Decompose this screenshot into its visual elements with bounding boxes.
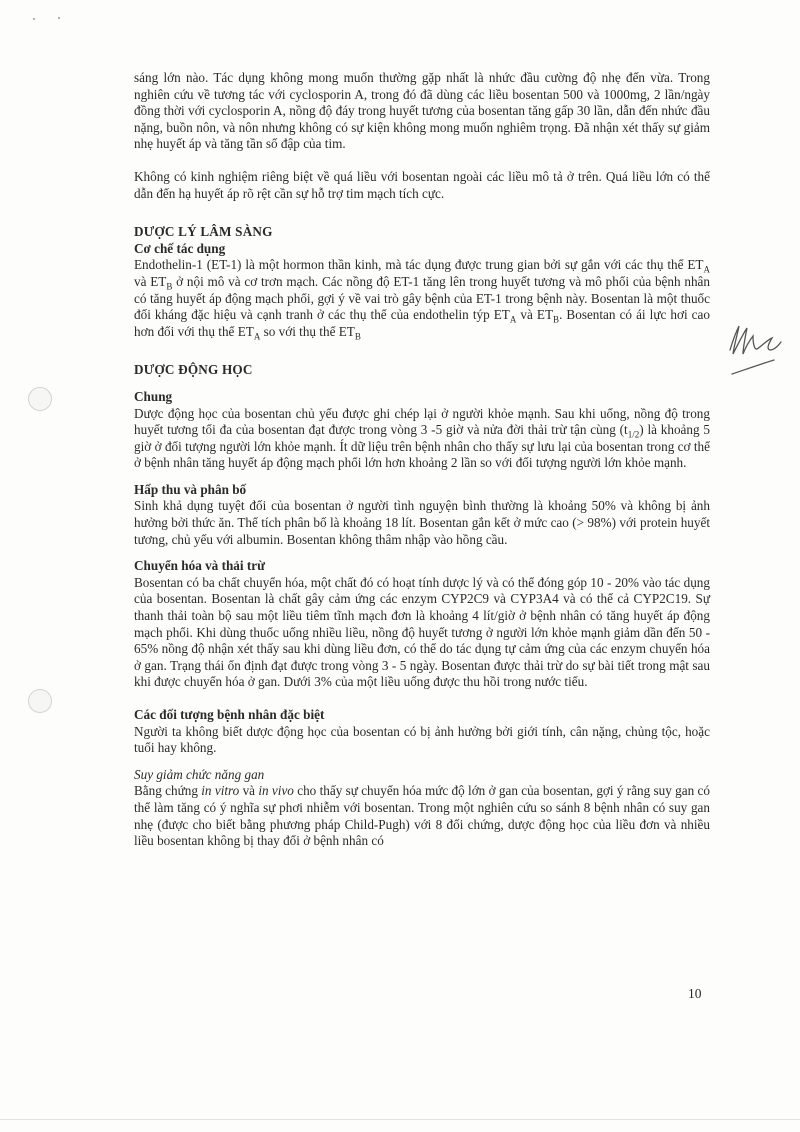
italic-term: in vitro <box>201 783 240 799</box>
subscript: B <box>553 314 560 325</box>
scan-edge <box>0 1119 800 1120</box>
handwritten-signature <box>726 322 784 384</box>
paragraph-special-populations: Người ta không biết dược động học của bosentan có bị ảnh hưởng bởi giới tính, cân nặng, chủng tộc, hoặc tuổi hay không. <box>134 723 710 756</box>
subscript: B <box>166 281 173 292</box>
heading-hepatic-impairment: Suy giảm chức năng gan <box>134 766 265 782</box>
scan-speck <box>33 18 35 20</box>
text-run: và <box>239 783 259 799</box>
paragraph-metabolism: Bosentan có ba chất chuyển hóa, một chất đó có hoạt tính dược lý và có thể đóng góp 10 - 20% vào tác dụng của bosentan. Bosentan là chất gây cảm ứng các enzym CYP2C9 và CYP3A4 và có thể cả CYP2C19. Sự thanh thải toàn bộ sau một liều tiêm tĩnh mạch đơn là khoảng 4 lít/giờ ở bệnh nhân có tăng huyết áp động mạch phổi. Khi dùng thuốc uống nhiều liều, nồng độ huyết tương ở người lớn khỏe mạnh giảm dần đến 50 - 65% nồng độ nhận xét thấy sau khi dùng liều đơn, có thể do tác dụng tự cảm ứng của các enzym chuyển hóa ở gan. Trạng thái ổn định đạt được trong vòng 3 - 5 ngày. Bosentan được thải trừ do sự bài tiết trong mật sau khi được chuyển hóa ở gan. Dưới 3% của một liều uống được thu hồi trong nước tiểu. <box>134 574 710 690</box>
document-body <box>134 70 710 850</box>
page-number: 10 <box>688 986 702 1001</box>
heading-pharmacokinetics: DƯỢC ĐỘNG HỌC <box>134 362 253 378</box>
punch-hole <box>28 387 52 411</box>
heading-clinical-pharmacology: DƯỢC LÝ LÂM SÀNG <box>134 224 273 240</box>
heading-mechanism: Cơ chế tác dụng <box>134 240 226 256</box>
heading-general: Chung <box>134 388 173 404</box>
punch-hole <box>28 689 52 713</box>
paragraph-adverse-effects: sáng lớn nào. Tác dụng không mong muốn thường gặp nhất là nhức đầu cường độ nhẹ đến vừa. Trong nghiên cứu về tương tác với cyclosporin A, trong đó đã dùng các liều bosentan 500 và 1000mg, 2 lần/ngày đồng thời với cyclosporin A, nồng độ đáy trong huyết tương của bosentan tăng gấp 30 lần, dẫn đến nhức đầu nặng, buồn nôn, và nôn nhưng không có sự kiện không mong muốn nghiêm trọng. Đã nhận xét thấy sự giảm nhẹ huyết áp và tăng tần số đập của tim. <box>134 70 710 152</box>
paragraph-hepatic-impairment <box>134 783 710 849</box>
paragraph-general: Dược động học của bosentan chủ yếu được ghi chép lại ở người khỏe mạnh. Sau khi uống, nồng độ trong huyết tương tối đa của bosentan đạt được trong vòng 3 -5 giờ và nửa đời thải trừ tận cùng $(t_{1/2})$ là khoảng 5 giờ ở đối tượng người lớn khỏe mạnh. Ít dữ liệu trên bệnh nhân cho thấy sự lưu lại của bosentan trong cơ thể ở bệnh nhân tăng huyết áp động mạch phổi lớn hơn khoảng 2 lần so với đối tượng người lớn khỏe mạnh. <box>134 405 710 471</box>
text-run: Bằng chứng <box>134 783 202 799</box>
paragraph-absorption: Sinh khả dụng tuyệt đối của bosentan ở người tình nguyện bình thường là khoảng 50% và không bị ảnh hưởng bởi thức ăn. Thể tích phân bố là khoảng 18 lít. Bosentan gắn kết ở mức cao (> 98%) với protein huyết tương, chủ yếu với albumin. Bosentan không thâm nhập vào hồng cầu. <box>134 498 710 547</box>
subscript: 1/2 <box>627 429 640 440</box>
scan-speck <box>58 17 60 19</box>
italic-term: in vivo <box>258 783 294 799</box>
heading-special-populations: Các đối tượng bệnh nhân đặc biệt <box>134 707 325 722</box>
heading-metabolism: Chuyển hóa và thải trừ <box>134 558 266 574</box>
subscript: A <box>509 314 517 325</box>
heading-absorption: Hấp thu và phân bố <box>134 481 247 497</box>
subscript: A <box>253 331 261 342</box>
paragraph-mechanism: Endothelin-1 (ET-1) là một hormon thần kinh, mà tác dụng được trung gian bởi sự gắn với các thụ thể $ET_A$ và $ET_B$ ở nội mô và cơ trơn mạch. Các nồng độ ET-1 tăng lên trong huyết tương và mô phổi của bệnh nhân có tăng huyết áp động mạch phổi, gợi ý về vai trò gây bệnh của ET-1 trong bệnh này. Bosentan là một thuốc đối kháng đặc hiệu và cạnh tranh ở các thụ thể của endothelin týp $ET_A$ và $ET_B$. Bosentan có ái lực hơi cao hơn đối với thụ thể $ET_A$ so với thụ thể $ET_B$ <box>134 257 710 342</box>
subscript: B <box>354 331 361 342</box>
subscript: A <box>703 264 710 275</box>
paragraph-overdose: Không có kinh nghiệm riêng biệt về quá liều với bosentan ngoài các liều mô tả ở trên. Quá liều lớn có thể dẫn đến hạ huyết áp rõ rệt cần sự hỗ trợ tim mạch tích cực. <box>134 168 710 201</box>
text-run: cho thấy sự chuyển hóa mức độ lớn ở gan của bosentan, gợi ý rằng suy gan có thể làm tăng có ý nghĩa sự phơi nhiễm với bosentan. Trong một nghiên cứu so sánh 8 bệnh nhân có suy gan nhẹ (được cho biết bằng phương pháp Child-Pugh) với 8 đối chứng, dược động học của liều đơn và nhiều liều bosentan không bị thay đổi ở bệnh nhân có <box>134 783 710 849</box>
